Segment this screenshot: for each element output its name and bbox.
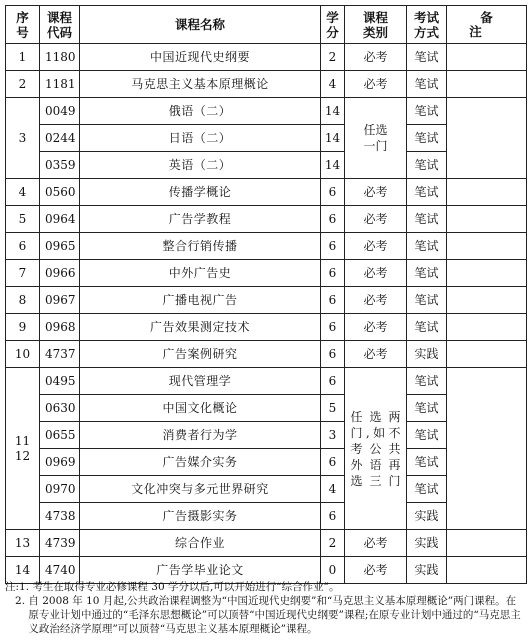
exam-cell: 笔试	[407, 476, 447, 503]
table-row	[6, 206, 527, 233]
table-row	[6, 341, 527, 368]
exam-cell: 笔试	[407, 98, 447, 125]
seq-cell: 14	[6, 557, 40, 584]
type-cell: 必考	[345, 260, 407, 287]
type-cell: 必考	[345, 530, 407, 557]
header-code: 课程 代码	[40, 6, 80, 44]
seq-cell: 9	[6, 314, 40, 341]
remarks-cell	[447, 260, 527, 287]
code-cell: 0244	[40, 125, 80, 152]
code-cell: 0655	[40, 422, 80, 449]
seq-cell: 10	[6, 341, 40, 368]
credit-cell: 6	[321, 503, 345, 530]
credit-cell: 14	[321, 125, 345, 152]
table-row	[6, 530, 527, 557]
remarks-cell	[447, 179, 527, 206]
footnote-text: 自 2008 年 10 月起,公共政治课程调整为“中国近现代史纲要”和“马克思主义基本原理概论”两门课程。在原专业计划中通过的“毛泽东思想概论”可以顶替“中国近现代史纲要”课程;在原专业计划中通过的“马克思主义政治经济学原理”可以顶替“马克思主义基本原理概论”课程。	[28, 595, 521, 635]
name-cell: 消费者行为学	[80, 422, 321, 449]
name-cell: 广播电视广告	[80, 287, 321, 314]
seq-text: 11 12	[14, 433, 31, 463]
type-cell: 必考	[345, 233, 407, 260]
name-cell: 马克思主义基本原理概论	[80, 71, 321, 98]
code-cell: 4740	[40, 557, 80, 584]
code-cell: 0049	[40, 98, 80, 125]
remarks-cell	[447, 287, 527, 314]
remarks-cell	[447, 71, 527, 98]
name-cell: 俄语（二）	[80, 98, 321, 125]
seq-cell: 7	[6, 260, 40, 287]
code-cell: 0630	[40, 395, 80, 422]
remarks-cell	[447, 44, 527, 71]
name-cell: 广告学毕业论文	[80, 557, 321, 584]
exam-cell: 笔试	[407, 449, 447, 476]
table-row	[6, 71, 527, 98]
remarks-cell	[447, 98, 527, 179]
exam-cell: 实践	[407, 341, 447, 368]
seq-cell: 4	[6, 179, 40, 206]
header-type: 课程 类别	[345, 6, 407, 44]
exam-cell: 笔试	[407, 125, 447, 152]
exam-cell: 实践	[407, 530, 447, 557]
exam-cell: 笔试	[407, 206, 447, 233]
remarks-cell	[447, 206, 527, 233]
type-cell: 必考	[345, 179, 407, 206]
name-cell: 传播学概论	[80, 179, 321, 206]
header-seq: 序 号	[6, 6, 40, 44]
footnotes	[5, 580, 526, 636]
name-cell: 广告案例研究	[80, 341, 321, 368]
remarks-cell	[447, 341, 527, 368]
exam-cell: 笔试	[407, 395, 447, 422]
name-cell: 整合行销传播	[80, 233, 321, 260]
name-cell: 中外广告史	[80, 260, 321, 287]
remarks-cell	[447, 314, 527, 341]
table-row	[6, 98, 527, 125]
type-text: 任选 一门	[363, 123, 388, 153]
credit-cell: 2	[321, 44, 345, 71]
code-cell: 0966	[40, 260, 80, 287]
credit-cell: 6	[321, 206, 345, 233]
code-cell: 0964	[40, 206, 80, 233]
code-cell: 0560	[40, 179, 80, 206]
name-cell: 中国文化概论	[80, 395, 321, 422]
header-exam: 考试 方式	[407, 6, 447, 44]
footnote-label: 注:	[5, 581, 20, 593]
name-cell: 英语（二）	[80, 152, 321, 179]
name-cell: 广告摄影实务	[80, 503, 321, 530]
code-cell: 0359	[40, 152, 80, 179]
code-cell: 4738	[40, 503, 80, 530]
code-cell: 0970	[40, 476, 80, 503]
seq-cell: 2	[6, 71, 40, 98]
remarks-cell	[447, 233, 527, 260]
name-cell: 广告学教程	[80, 206, 321, 233]
credit-cell: 4	[321, 476, 345, 503]
code-cell: 0495	[40, 368, 80, 395]
exam-cell: 笔试	[407, 233, 447, 260]
table-row	[6, 44, 527, 71]
name-cell: 综合作业	[80, 530, 321, 557]
type-cell: 必考	[345, 71, 407, 98]
credit-cell: 6	[321, 368, 345, 395]
seq-cell: 1	[6, 44, 40, 71]
code-cell: 0967	[40, 287, 80, 314]
footnote-2	[5, 594, 526, 636]
type-cell: 必考	[345, 287, 407, 314]
footnote-text: 考生在取得专业必修课程 30 学分以后,可以开始进行“综合作业”。	[32, 581, 340, 593]
table-row	[6, 368, 527, 395]
header-row	[6, 6, 527, 44]
code-cell: 1180	[40, 44, 80, 71]
remarks-cell	[447, 368, 527, 530]
table-row	[6, 233, 527, 260]
header-name: 课程名称	[80, 6, 321, 44]
name-cell: 广告效果测定技术	[80, 314, 321, 341]
type-cell: 必考	[345, 341, 407, 368]
exam-cell: 实践	[407, 503, 447, 530]
table-row	[6, 314, 527, 341]
credit-cell: 2	[321, 530, 345, 557]
seq-cell: 5	[6, 206, 40, 233]
seq-cell: 3	[6, 98, 40, 179]
footnote-number: 1.	[19, 581, 30, 593]
credit-cell: 6	[321, 287, 345, 314]
course-table	[5, 5, 527, 584]
remarks-cell	[447, 530, 527, 557]
code-cell: 0969	[40, 449, 80, 476]
type-cell-group	[345, 368, 407, 530]
seq-cell: 13	[6, 530, 40, 557]
credit-cell: 6	[321, 233, 345, 260]
credit-cell: 6	[321, 341, 345, 368]
seq-cell-group	[6, 368, 40, 530]
credit-cell: 4	[321, 71, 345, 98]
credit-cell: 0	[321, 557, 345, 584]
name-cell: 广告媒介实务	[80, 449, 321, 476]
exam-cell: 笔试	[407, 368, 447, 395]
credit-cell: 14	[321, 98, 345, 125]
credit-cell: 5	[321, 395, 345, 422]
table-row	[6, 179, 527, 206]
name-cell: 中国近现代史纲要	[80, 44, 321, 71]
seq-cell: 8	[6, 287, 40, 314]
name-cell: 现代管理学	[80, 368, 321, 395]
type-cell: 必考	[345, 557, 407, 584]
exam-cell: 笔试	[407, 44, 447, 71]
name-cell: 日语（二）	[80, 125, 321, 152]
table-row	[6, 287, 527, 314]
code-cell: 0968	[40, 314, 80, 341]
credit-cell: 6	[321, 314, 345, 341]
credit-cell: 14	[321, 152, 345, 179]
elective-text: 任选两 门,如不 考公共 外语再 选三门	[350, 409, 401, 488]
exam-cell: 笔试	[407, 152, 447, 179]
credit-cell: 6	[321, 179, 345, 206]
credit-cell: 3	[321, 422, 345, 449]
name-cell: 文化冲突与多元世界研究	[80, 476, 321, 503]
type-cell: 必考	[345, 314, 407, 341]
code-cell: 4739	[40, 530, 80, 557]
type-cell-group	[345, 98, 407, 179]
exam-cell: 笔试	[407, 179, 447, 206]
credit-cell: 6	[321, 260, 345, 287]
type-cell: 必考	[345, 44, 407, 71]
exam-cell: 实践	[407, 557, 447, 584]
table-row	[6, 260, 527, 287]
code-cell: 4737	[40, 341, 80, 368]
exam-cell: 笔试	[407, 314, 447, 341]
seq-cell: 6	[6, 233, 40, 260]
exam-cell: 笔试	[407, 260, 447, 287]
footnote-number: 2.	[15, 595, 26, 607]
code-cell: 0965	[40, 233, 80, 260]
header-credit: 学 分	[321, 6, 345, 44]
code-cell: 1181	[40, 71, 80, 98]
exam-cell: 笔试	[407, 422, 447, 449]
type-cell: 必考	[345, 206, 407, 233]
header-remarks: 备注	[447, 6, 527, 44]
credit-cell: 6	[321, 449, 345, 476]
exam-cell: 笔试	[407, 71, 447, 98]
exam-cell: 笔试	[407, 287, 447, 314]
footnote-1	[5, 580, 526, 594]
